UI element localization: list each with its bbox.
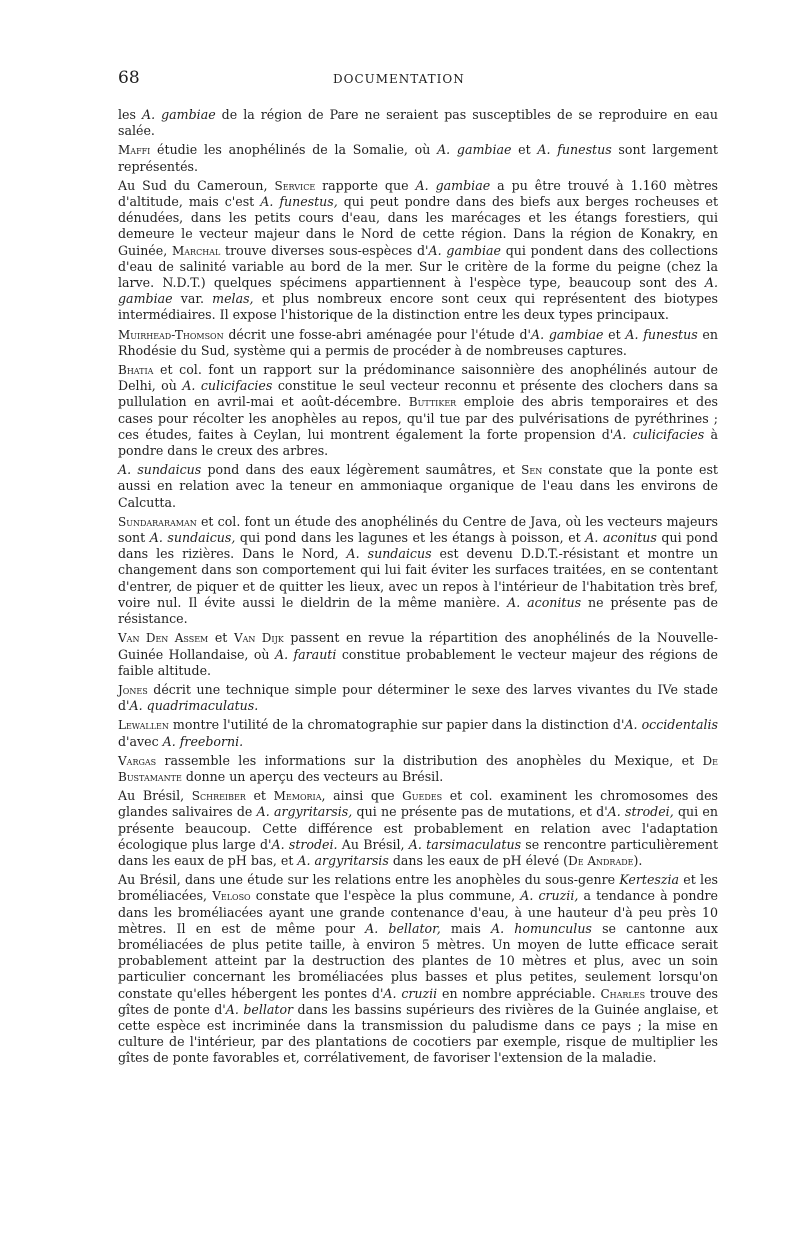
text-run: trouve des gîtes de ponte d' <box>118 985 718 1017</box>
author-name: Schreiber <box>191 789 246 804</box>
species-name: A. argyritarsis, <box>256 804 353 820</box>
text-run: rassemble les informations sur la distribution des anophèles du Mexique, et <box>156 752 703 768</box>
para-veloso-charles <box>118 872 718 1066</box>
text-run: rapporte que <box>315 177 416 193</box>
text-run: qui peut pondre dans des biefs aux berges rocheuses et dénudées, dans les petits cours d'eau, dans les marécages et les étangs forestiers, qui demeure le vecteur majeur dans le Nord de cette région. Dans la région de Konakry, en Guinée, <box>118 194 719 258</box>
text-run: de la région de Pare ne seraient pas susceptibles de se reproduire en eau salée. <box>118 107 718 139</box>
text-run: Au Sud du Cameroun, <box>118 177 275 193</box>
author-name: De Andrade <box>568 853 634 868</box>
author-name: Veloso <box>212 889 251 904</box>
para-bhatia <box>118 362 718 459</box>
text-run: et <box>603 326 626 342</box>
text-run: et plus nombreux encore sont ceux qui représentent des biotypes intermédiaires. Il expose l'historique de la distinction entre les deux types principaux. <box>118 291 718 323</box>
para-maffi <box>118 142 718 174</box>
species-name: Kerteszia <box>619 872 680 888</box>
text-run: qui pond dans les lagunes et les étangs à poisson, et <box>235 530 586 546</box>
text-run: les <box>118 107 142 122</box>
text-run: décrit une fosse-abri aménagée pour l'étude d' <box>223 326 532 342</box>
species-name: A. gambiae <box>415 177 491 193</box>
author-name: Vargas <box>118 753 157 768</box>
species-name: A. funestus <box>625 326 698 342</box>
text-run: et les broméliacées, <box>118 872 718 904</box>
species-name: A. quadrimaculatus. <box>129 698 259 714</box>
para-cameroun <box>118 178 718 324</box>
text-run: étudie les anophélinés de la Somalie, où <box>150 142 438 158</box>
text-run: constitue probablement le vecteur majeur des régions de faible altitude. <box>118 646 719 678</box>
para-lewallen <box>118 717 718 749</box>
species-name: A. argyritarsis <box>297 852 389 868</box>
species-name: A. aconitus <box>507 594 582 610</box>
text-run: emploie des abris temporaires et des cases pour récolter les anophèles au repos, qu'il tue par des pulvérisations de pyréthrines ; ces études, faites à Ceylan, lui montrent également la forte propension d' <box>118 394 718 442</box>
species-name: A. aconitus <box>585 530 657 546</box>
author-name: Sundararaman <box>118 514 197 529</box>
author-name: Jones <box>118 682 148 697</box>
para-vargas <box>118 753 718 785</box>
author-name: Bhatia <box>118 363 154 378</box>
species-name: A. sundaicus, <box>149 530 236 546</box>
text-run: Au Brésil, <box>337 836 409 852</box>
text-run: se rencontre particulièrement dans les eaux de pH bas, et <box>118 836 719 868</box>
para-sundararaman <box>118 514 718 627</box>
author-name: Van Dijk <box>233 631 284 646</box>
text-run: en nombre appréciable. <box>437 985 601 1001</box>
para-schreiber <box>118 788 718 869</box>
species-name: A. gambiae <box>118 275 718 307</box>
species-name: A. sundaicus <box>346 546 432 562</box>
author-name: Service <box>274 178 316 193</box>
running-head: DOCUMENTATION <box>333 72 465 86</box>
text-run: qui pond dans les rizières. Dans le Nord, <box>118 530 719 562</box>
author-name: Guedes <box>402 789 443 804</box>
species-name: A. strodei. <box>271 836 338 852</box>
species-name: A. funestus <box>537 142 612 158</box>
text-run: passent en revue la répartition des anophélinés de la Nouvelle-Guinée Hollandaise, où <box>118 630 718 662</box>
author-name: Maffi <box>118 143 151 158</box>
text-run: et col. font un étude des anophélinés du Centre de Java, où les vecteurs majeurs sont <box>118 513 718 546</box>
species-name: A. freeborni. <box>162 733 244 749</box>
para-van-den-assem <box>118 630 718 679</box>
author-name: Muirhead-Thomson <box>118 327 224 342</box>
species-name: A. farauti <box>274 646 337 662</box>
species-name: melas, <box>212 291 254 307</box>
text-run: constate que la ponte est aussi en relation avec la teneur en ammoniaque organique de l'eau dans les environs de Calcutta. <box>118 462 718 510</box>
text-run: sont largement représentés. <box>118 142 718 174</box>
text-run: décrit une technique simple pour déterminer le sexe des larves vivantes du IVe stade d' <box>118 681 718 714</box>
page-header <box>118 68 718 90</box>
species-name: A. bellator, <box>365 920 441 936</box>
species-name: A. occidentalis <box>624 717 719 733</box>
text-run: ne présente pas de résistance. <box>118 594 718 627</box>
species-name: A. gambiae <box>437 142 512 158</box>
text-run: Au Brésil, <box>118 788 192 804</box>
text-run: donne un aperçu des vecteurs au Brésil. <box>181 768 444 784</box>
species-name: A. gambiae <box>428 242 501 258</box>
text-run: a pu être trouvé à 1.160 mètres d'altitude, mais c'est <box>118 177 718 210</box>
text-run: var. <box>172 291 213 307</box>
text-run: et <box>208 630 234 646</box>
text-run: a tendance à pondre dans les broméliacées ayant une grande contenance d'eau, à une hauteur d'à peu près 10 mètres. Il en est de même pour <box>118 888 718 936</box>
author-name: Lewallen <box>118 718 169 733</box>
text-run: se cantonne aux broméliacées de plus petite taille, à environ 5 mètres. Un moyen de lutte efficace serait probablement atteint par la destruction des plantes de 10 mètres et plus, avec un soin particulier concernant les broméliacées plus basses et plus petites, seulement lorsqu'on constate qu'elles hébergent les pontes d' <box>118 920 719 1001</box>
author-name: Buttiker <box>408 395 457 410</box>
text-run: trouve diverses sous-espèces d' <box>220 242 429 258</box>
species-name: A. gambiae <box>531 326 604 342</box>
species-name: A. tarsimaculatus <box>408 836 522 852</box>
text-run: dans les bassins supérieurs des rivières de la Guinée anglaise, et cette espèce est incriminée dans la transmission du paludisme dans ce pays ; la mise en culture de l'intérieur, par des plantations de cocotiers par exemple, risque de multiplier les gîtes de ponte favorables et, corrélativement, de favoriser l'extension de la maladie. <box>118 1001 719 1066</box>
text-run: montre l'utilité de la chromatographie sur papier dans la distinction d' <box>168 717 625 733</box>
author-name: Marchal <box>171 243 221 258</box>
text-run: et col. font un rapport sur la prédominance saisonnière des anophélinés autour de Delhi, où <box>118 362 718 394</box>
species-name: A. culicifacies <box>613 426 705 442</box>
text-run: Au Brésil, dans une étude sur les relations entre les anophèles du sous-genre <box>118 872 620 888</box>
text-run: constitue le seul vecteur reconnu et présente des clochers dans sa pullulation en avril-mai et août-décembre. <box>118 378 718 410</box>
text-run: pond dans des eaux légèrement saumâtres, et <box>201 462 522 478</box>
author-name: De Bustamante <box>118 753 718 784</box>
text-run: et col. examinent les chromosomes des glandes salivaires de <box>118 788 718 820</box>
species-name: A. strodei, <box>607 804 674 820</box>
text-run: est devenu D.D.T.-résistant et montre un changement dans son comportement qui lui fait éviter les surfaces traitées, en se contentant d'entrer, de piquer et de quitter les lieux, avec un repos à l'intérieur de l'habitation très bref, voire nul. Il évite aussi le dieldrin de la même manière. <box>118 546 718 610</box>
text-run: , ainsi que <box>321 788 403 804</box>
text-run: et <box>245 788 274 804</box>
species-name: A. cruzii <box>383 985 438 1001</box>
species-name: A. homunculus <box>491 920 592 936</box>
para-sundaicus-sen <box>118 462 718 511</box>
species-name: A. cruzii, <box>520 888 579 904</box>
body-text <box>118 107 718 1070</box>
text-run: en Rhodésie du Sud, système qui a permis de procéder à de nombreuses captures. <box>118 326 718 358</box>
text-run: qui en présente beaucoup. Cette différence est probablement en relation avec l'adaptation écologique plus large d' <box>118 804 718 852</box>
text-run: et <box>511 142 538 158</box>
para-muirhead <box>118 327 718 359</box>
para-jones <box>118 682 718 714</box>
text-run: constate que l'espèce la plus commune, <box>250 888 521 904</box>
text-run: à pondre dans le creux des arbres. <box>118 426 718 459</box>
species-name: A. culicifacies <box>182 378 273 394</box>
author-name: Memoria <box>273 789 322 804</box>
author-name: Charles <box>600 986 646 1001</box>
text-run: mais <box>440 920 492 936</box>
page-number: 68 <box>118 68 140 88</box>
species-name: A. funestus, <box>260 194 338 210</box>
text-run: qui ne présente pas de mutations, et d' <box>352 804 608 820</box>
species-name: A. gambiae <box>141 107 216 122</box>
para-gambiae-pare <box>118 107 718 139</box>
author-name: Sen <box>521 463 543 478</box>
text-run: ). <box>633 852 643 868</box>
text-run: dans les eaux de pH élevé ( <box>388 852 569 868</box>
text-run: d'avec <box>118 733 163 749</box>
text-run: qui pondent dans des collections d'eau de salinité variable au bord de la mer. Sur le critère de la forme du peigne (chez la larve. N.D.T.) quelques spécimens appartiennent à l'espèce type, beaucoup sont des <box>118 242 718 291</box>
species-name: A. sundaicus <box>118 462 202 478</box>
species-name: A. bellator <box>225 1001 294 1017</box>
author-name: Van Den Assem <box>118 631 209 646</box>
